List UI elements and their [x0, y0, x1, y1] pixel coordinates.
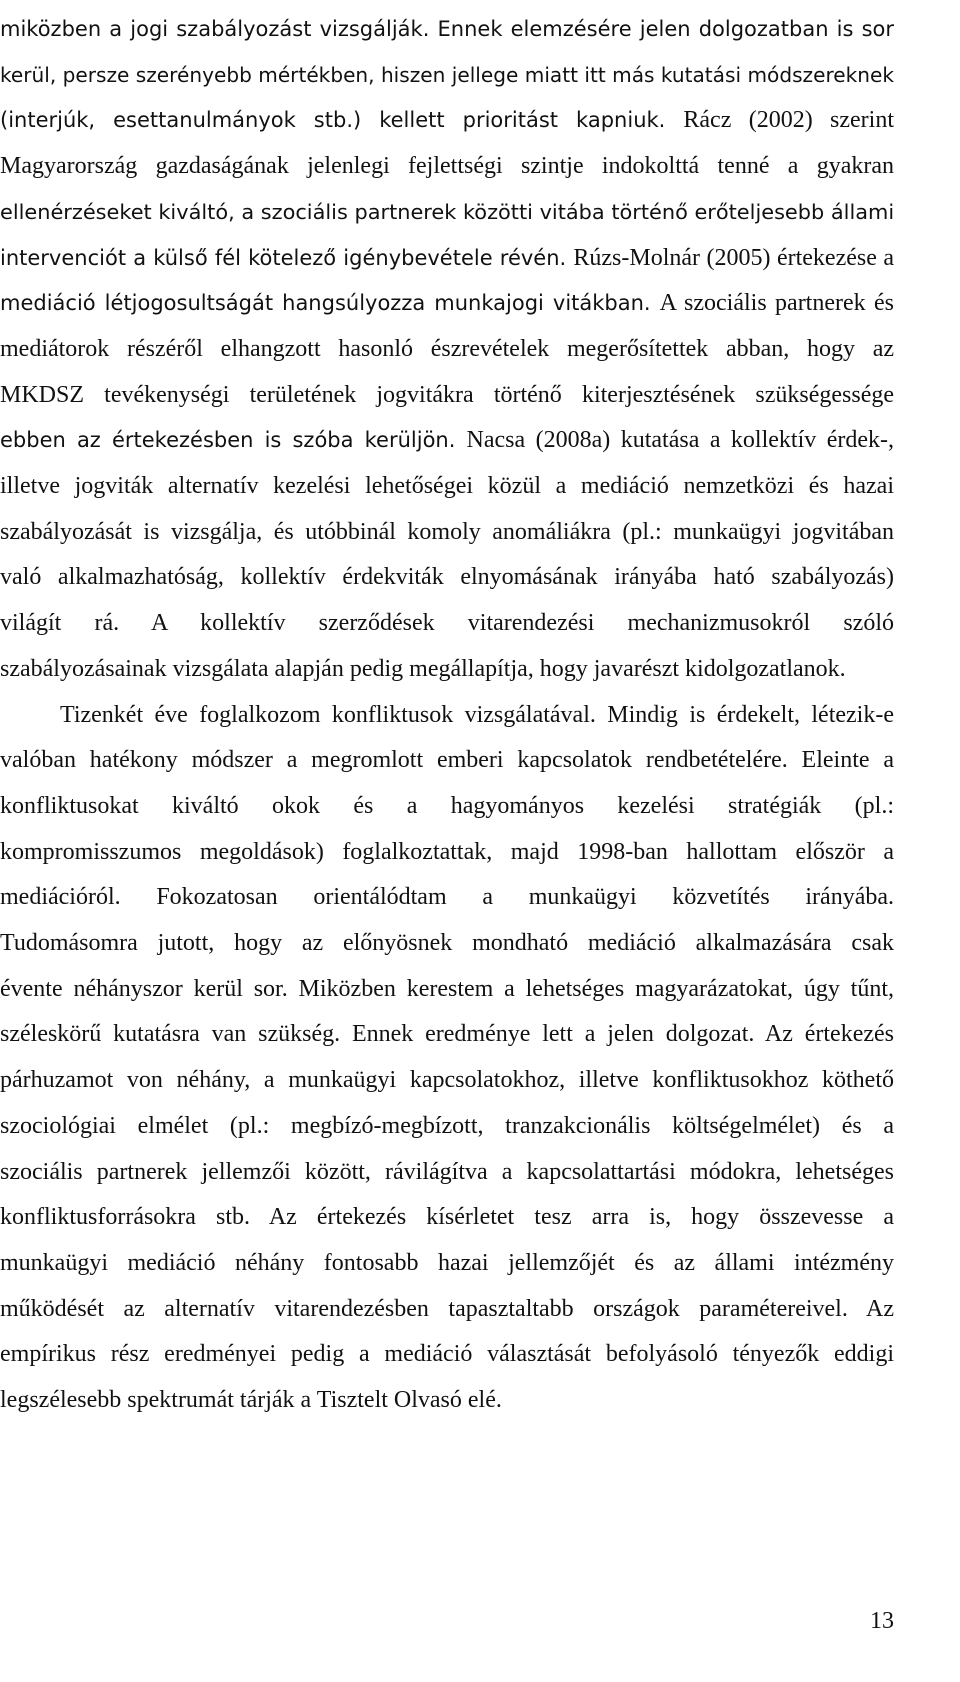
- text-run: szabályozásainak vizsgálata alapján pedig megállapítja, hogy javarészt kidolgozatlanok.: [0, 655, 846, 682]
- text-run: valóban hatékony módszer a megromlott emberi kapcsolatok rendbetételére. Eleinte a: [0, 747, 894, 774]
- text-run: szociológiai elmélet (pl.: megbízó-megbízott, tranzakcionális költségelmélet) és a: [0, 1112, 894, 1139]
- text-run: empírikus rész eredményei pedig a mediáció választását befolyásoló tényezők eddigi: [0, 1341, 894, 1368]
- text-run: konfliktusforrásokra stb. Az értekezés kísérletet tesz arra is, hogy összevesse a: [0, 1204, 894, 1231]
- text-run: mediáció létjogosultságát hangsúlyozza munkajogi vitákban.: [0, 291, 660, 316]
- text-run: kerül, persze szerényebb mértékben, hiszen jellege miatt itt más kutatási módszereknek: [0, 62, 894, 87]
- text-run: Tizenkét éve foglalkozom konfliktusok vizsgálatával. Mindig is érdekelt, létezik-e: [60, 701, 894, 728]
- text-run: mediátorok részéről elhangzott hasonló észrevételek megerősítettek abban, hogy az: [0, 335, 894, 362]
- text-run: szabályozását is vizsgálja, és utóbbinál komoly anomáliákra (pl.: munkaügyi jogvitában: [0, 518, 894, 545]
- page-number: 13: [870, 1608, 894, 1634]
- text-run: párhuzamot von néhány, a munkaügyi kapcsolatokhoz, illetve konfliktusokhoz köthető: [0, 1067, 894, 1094]
- text-line: [0, 922, 894, 964]
- text-line: [0, 556, 894, 598]
- text-line: [0, 237, 894, 279]
- text-line: [0, 968, 894, 1010]
- text-line: [0, 1013, 894, 1055]
- text-line: [0, 785, 894, 827]
- text-line: [0, 1379, 894, 1421]
- text-line: [0, 1196, 894, 1238]
- text-line: [0, 465, 894, 507]
- text-run: ellenérzéseket kiváltó, a szociális partnerek közötti vitába történő erőteljesebb állami: [0, 199, 895, 224]
- text-run: évente néhányszor kerül sor. Miközben kerestem a lehetséges magyarázatokat, úgy tűnt,: [0, 975, 894, 1002]
- text-line: [0, 1333, 894, 1375]
- text-run: Rúzs-Molnár (2005) értekezése a: [573, 244, 894, 271]
- text-line: [0, 739, 894, 781]
- text-line: [0, 876, 894, 918]
- text-line: [0, 1059, 894, 1101]
- text-line: [0, 1105, 894, 1147]
- text-run: ebben az értekezésben is szóba kerüljön.: [0, 428, 467, 453]
- text-line: [0, 374, 894, 416]
- text-run: Nacsa (2008a) kutatása a kollektív érdek-,: [466, 427, 894, 454]
- text-run: Magyarország gazdaságának jelenlegi fejlettségi szintje indokolttá tenné a gyakran: [0, 153, 894, 180]
- text-run: széleskörű kutatásra van szükség. Ennek eredménye lett a jelen dolgozat. Az értekezés: [0, 1021, 894, 1048]
- text-run: kompromisszumos megoldások) foglalkoztattak, majd 1998-ban hallottam először a: [0, 838, 894, 865]
- text-line: [0, 831, 894, 873]
- text-line: [0, 8, 894, 50]
- text-line: [0, 511, 894, 553]
- text-line: [0, 419, 894, 461]
- text-run: MKDSZ tevékenységi területének jogvitákra történő kiterjesztésének szükségessége: [0, 381, 894, 408]
- text-run: munkaügyi mediáció néhány fontosabb hazai jellemzőjét és az állami intézmény: [0, 1249, 894, 1276]
- text-run: szociális partnerek jellemzői között, rávilágítva a kapcsolattartási módokra, lehetséges: [0, 1158, 894, 1185]
- text-line: [0, 1242, 894, 1284]
- text-run: működését az alternatív vitarendezésben tapasztaltabb országok paramétereivel. Az: [0, 1295, 894, 1322]
- text-line: [0, 602, 894, 644]
- text-line: [60, 694, 894, 736]
- text-line: [0, 328, 894, 370]
- text-line: [0, 99, 894, 141]
- text-run: intervenciót a külső fél kötelező igénybevétele révén.: [0, 245, 574, 270]
- text-line: [0, 145, 894, 187]
- text-run: legszélesebb spektrumát tárják a Tisztelt Olvasó elé.: [0, 1387, 502, 1413]
- text-line: [0, 1288, 894, 1330]
- text-run: illetve jogviták alternatív kezelési lehetőségei közül a mediáció nemzetközi és hazai: [0, 473, 894, 499]
- text-run: való alkalmazhatóság, kollektív érdekviták elnyomásának irányába ható szabályozás): [0, 564, 894, 591]
- text-run: A szociális partnerek és: [659, 290, 895, 317]
- text-line: [0, 1151, 894, 1193]
- text-run: miközben a jogi szabályozást vizsgálják. Ennek elemzésére jelen dolgozatban is sor: [0, 17, 894, 41]
- text-run: Rácz (2002) szerint: [683, 107, 895, 134]
- text-run: (interjúk, esettanulmányok stb.) kellett prioritást kapniuk.: [0, 108, 684, 133]
- text-run: mediációról. Fokozatosan orientálódtam a munkaügyi közvetítés irányába.: [0, 884, 894, 911]
- text-run: Tudomásomra jutott, hogy az előnyösnek mondható mediáció alkalmazására csak: [0, 930, 894, 956]
- text-line: [0, 648, 894, 690]
- text-run: világít rá. A kollektív szerződések vitarendezési mechanizmusokról szóló: [0, 610, 894, 637]
- text-line: [0, 282, 894, 324]
- text-run: konfliktusokat kiváltó okok és a hagyományos kezelési stratégiák (pl.:: [0, 792, 894, 819]
- text-line: [0, 191, 894, 233]
- text-line: [0, 54, 894, 96]
